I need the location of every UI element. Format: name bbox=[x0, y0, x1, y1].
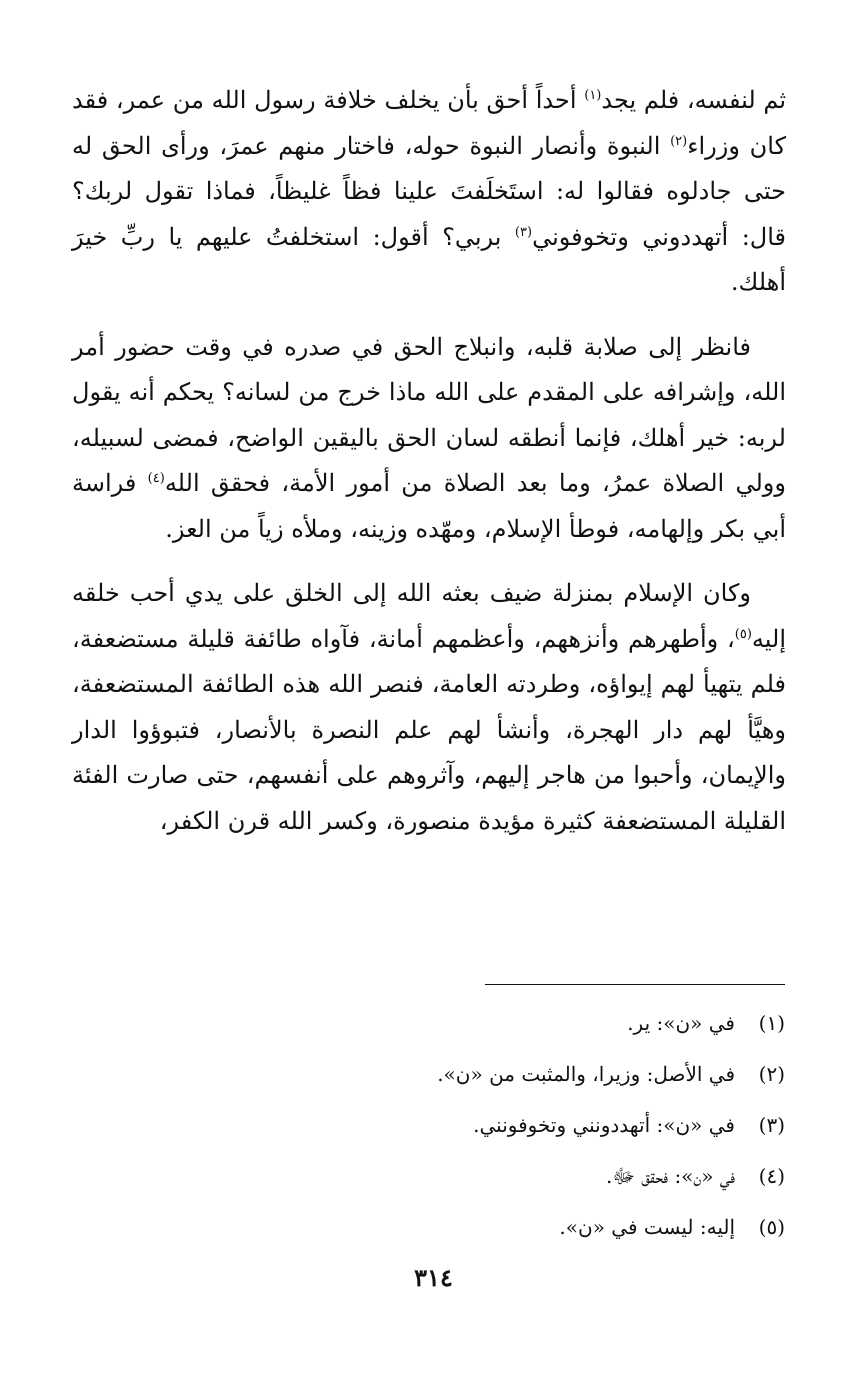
text-segment: أحداً أحق بأن يخلف خلافة رسول الله من عمر، فقد كان وزراء bbox=[72, 86, 787, 160]
text-segment: ثم لنفسه، فلم يجد bbox=[601, 86, 787, 114]
text-segment: بربي؟ أقول: استخلفتُ عليهم يا ربِّ خيرَ أهلك. bbox=[72, 222, 786, 296]
footnote-number: (٣) bbox=[758, 1113, 785, 1137]
text-segment: فانظر إلى صلابة قلبه، وانبلاج الحق في صدره في وقت حضور أمر الله، وإشرافه على المقدم على الله ماذا خرج من لسانه؟ يحكم أنه يقول لربه: خير أهلك، فإنما أنطقه لسان الحق باليقين الواضح، فمضى لسبيله، وولي الصلاة عمرُ، وما بعد الصلاة من أمور الأمة، فحقق الله bbox=[72, 332, 786, 497]
footnotes bbox=[85, 998, 785, 1253]
footnote-text: في «ن»: ير. bbox=[627, 1011, 735, 1035]
page-number: ٣١٤ bbox=[414, 1263, 453, 1292]
footnote-text: في «ن»: فحقق ﷻ. bbox=[606, 1164, 735, 1188]
text-segment: وكان الإسلام بمنزلة ضيف بعثه الله إلى الخلق على يدي أحب خلقه إليه bbox=[72, 579, 786, 653]
footnote-reference: (٤) bbox=[147, 471, 165, 486]
text-segment: النبوة وأنصار النبوة حوله، فاختار منهم عمرَ، ورأى الحق له حتى جادلوه فقالوا له: استَخلَفتَ علينا فظاً غليظاً، فماذا تقول لربك؟ قال: أتهددوني وتخوفوني bbox=[72, 131, 786, 251]
footnote-text: في «ن»: أتهددونني وتخوفونني. bbox=[473, 1113, 735, 1137]
footnote bbox=[85, 998, 785, 1049]
footnote-reference: (٢) bbox=[670, 133, 688, 149]
paragraph bbox=[72, 325, 786, 553]
footnote-number: (٤) bbox=[758, 1164, 785, 1188]
footnote-number: (٢) bbox=[758, 1062, 785, 1086]
footnote-separator bbox=[485, 984, 785, 985]
paragraph bbox=[72, 78, 786, 306]
main-text bbox=[72, 78, 786, 844]
text-segment: ، وأطهرهم وأنزههم، وأعظمهم أمانة، فآواه طائفة قليلة مستضعفة، فلم يتهيأ لهم إيواؤه، وطردته العامة، فنصر الله هذه الطائفة المستضعفة، وهيَّأ لهم دار الهجرة، وأنشأ لهم علم النصرة بالأنصار، فتبوؤوا الدار والإيمان، وأحبوا من هاجر إليهم، وآثروهم على أنفسهم، حتى صارت الفئة القليلة المستضعفة كثيرة مؤيدة منصورة، وكسر الله قرن الكفر، bbox=[72, 624, 786, 835]
footnote-reference: (١) bbox=[584, 88, 602, 103]
text-segment: فراسة أبي بكر وإلهامه، فوطأ الإسلام، ومهّده وزينه، وملأه زياً من العز. bbox=[72, 469, 786, 543]
footnote-number: (١) bbox=[758, 1011, 785, 1035]
footnote-text: في الأصل: وزيرا، والمثبت من «ن». bbox=[437, 1062, 735, 1086]
footnote-text: إليه: ليست في «ن». bbox=[559, 1215, 735, 1239]
footnote-number: (٥) bbox=[758, 1215, 785, 1239]
footnote bbox=[85, 1049, 785, 1100]
footnote bbox=[85, 1100, 785, 1151]
footnote bbox=[85, 1202, 785, 1253]
footnote-reference: (٥) bbox=[734, 626, 752, 642]
paragraph bbox=[72, 571, 786, 844]
footnote bbox=[85, 1151, 785, 1202]
footnote-reference: (٣) bbox=[514, 224, 533, 240]
